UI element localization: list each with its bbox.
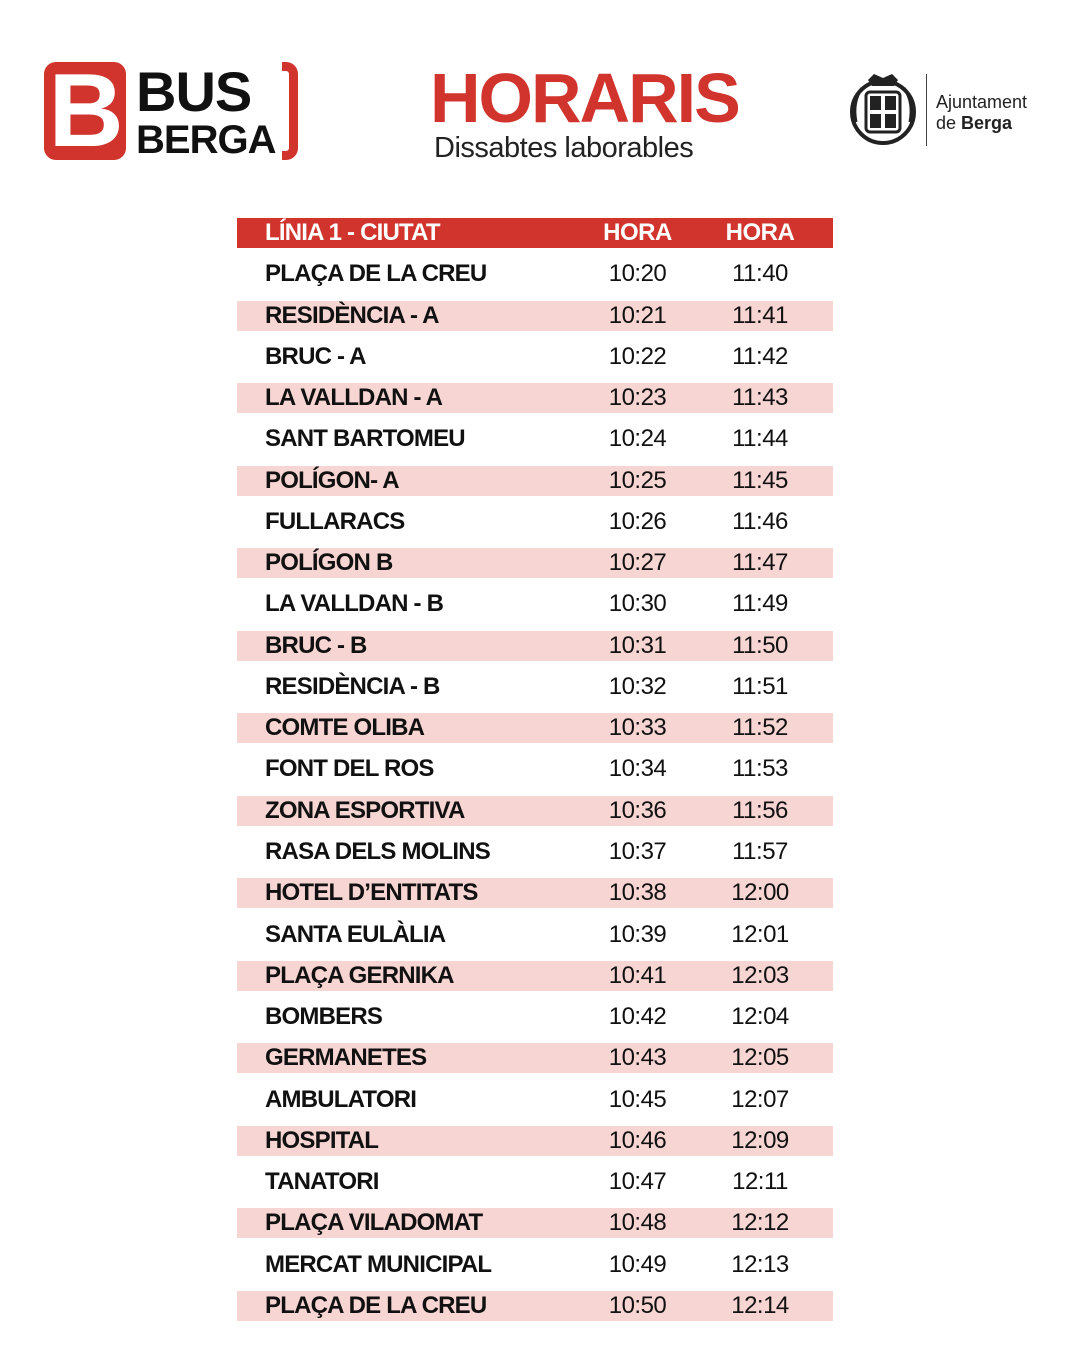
table-row [237, 259, 833, 289]
departure-time-1: 10:30 [608, 590, 667, 618]
departure-time-2: 11:40 [732, 260, 788, 288]
table-row [237, 1167, 833, 1197]
departure-time-1: 10:31 [608, 631, 667, 659]
departure-time-1: 10:20 [608, 260, 667, 288]
stop-name: SANTA EULÀLIA [265, 920, 446, 948]
coat-of-arms-icon [848, 72, 918, 146]
departure-time-2: 11:43 [732, 384, 788, 412]
ajuntament-logo [848, 72, 1068, 152]
departure-time-2: 12:14 [731, 1291, 789, 1319]
stop-name: POLÍGON B [265, 549, 393, 577]
logo-word-berga: BERGA [136, 118, 276, 162]
table-row [237, 713, 833, 743]
page-title: HORARIS [430, 59, 739, 137]
departure-time-1: 10:22 [608, 342, 667, 370]
departure-time-2: 11:41 [732, 301, 788, 329]
table-row [237, 1085, 833, 1115]
stop-name: ZONA ESPORTIVA [265, 796, 465, 824]
timetable-body [237, 259, 833, 1321]
table-row [237, 796, 833, 826]
stop-name: LA VALLDAN - B [265, 590, 444, 618]
departure-time-1: 10:49 [608, 1250, 667, 1278]
stop-name: PLAÇA DE LA CREU [265, 260, 487, 288]
departure-time-2: 11:49 [732, 590, 788, 618]
departure-time-2: 12:13 [731, 1250, 789, 1278]
ajuntament-line2-prefix: de [936, 113, 962, 133]
stop-name: FULLARACS [265, 507, 405, 535]
table-row [237, 1043, 833, 1073]
table-row [237, 424, 833, 454]
stop-name: RESIDÈNCIA - A [265, 301, 439, 329]
departure-time-1: 10:50 [608, 1291, 667, 1319]
departure-time-2: 12:05 [731, 1044, 789, 1072]
table-row [237, 631, 833, 661]
ajuntament-line1: Ajuntament [936, 92, 1028, 112]
departure-time-1: 10:47 [608, 1168, 667, 1196]
stop-name: GERMANETES [265, 1044, 427, 1072]
departure-time-1: 10:32 [608, 672, 667, 700]
table-row [237, 1208, 833, 1238]
departure-time-1: 10:21 [608, 301, 667, 329]
stop-name: FONT DEL ROS [265, 755, 434, 783]
table-row [237, 301, 833, 331]
table-row [237, 672, 833, 702]
departure-time-2: 12:09 [731, 1126, 789, 1154]
stop-name: RASA DELS MOLINS [265, 837, 490, 865]
departure-time-1: 10:43 [608, 1044, 667, 1072]
departure-time-2: 11:45 [732, 466, 788, 494]
stop-name: SANT BARTOMEU [265, 425, 465, 453]
departure-time-2: 12:11 [732, 1168, 788, 1196]
stop-name: RESIDÈNCIA - B [265, 672, 440, 700]
page-subtitle: Dissabtes laborables [434, 132, 694, 164]
departure-time-2: 12:07 [731, 1085, 789, 1113]
table-row [237, 961, 833, 991]
departure-time-1: 10:48 [608, 1209, 667, 1237]
table-row [237, 466, 833, 496]
stop-name: BRUC - B [265, 631, 367, 659]
table-row [237, 1002, 833, 1032]
table-row [237, 878, 833, 908]
table-row [237, 342, 833, 372]
departure-time-1: 10:37 [608, 837, 667, 865]
departure-time-2: 12:04 [731, 1003, 789, 1031]
header-hora-1: HORA [603, 219, 672, 246]
departure-time-2: 11:52 [732, 714, 788, 742]
table-row [237, 589, 833, 619]
table-row [237, 1126, 833, 1156]
stop-name: COMTE OLIBA [265, 714, 425, 742]
stop-name: PLAÇA VILADOMAT [265, 1209, 483, 1237]
table-row [237, 920, 833, 950]
table-row [237, 1291, 833, 1321]
departure-time-1: 10:25 [608, 466, 667, 494]
departure-time-2: 11:56 [732, 796, 788, 824]
departure-time-1: 10:33 [608, 714, 667, 742]
table-row [237, 507, 833, 537]
stop-name: PLAÇA DE LA CREU [265, 1291, 487, 1319]
table-row [237, 1250, 833, 1280]
ajuntament-line2-bold: Berga [961, 113, 1013, 133]
stop-name: HOTEL D’ENTITATS [265, 879, 478, 907]
header-route: LÍNIA 1 - CIUTAT [265, 219, 440, 246]
stop-name: PLAÇA GERNIKA [265, 961, 454, 989]
ajuntament-text [936, 92, 1027, 134]
timetable-header [237, 218, 833, 248]
table-row [237, 548, 833, 578]
departure-time-1: 10:24 [608, 425, 667, 453]
stop-name: BOMBERS [265, 1003, 383, 1031]
departure-time-1: 10:42 [608, 1003, 667, 1031]
stop-name: POLÍGON- A [265, 466, 399, 494]
departure-time-2: 12:12 [731, 1209, 789, 1237]
departure-time-2: 11:44 [732, 425, 788, 453]
departure-time-2: 12:00 [731, 879, 789, 907]
stop-name: TANATORI [265, 1168, 379, 1196]
logo-words [136, 60, 286, 162]
bus-berga-logo [44, 53, 296, 169]
departure-time-2: 11:46 [732, 507, 788, 535]
departure-time-1: 10:41 [608, 961, 667, 989]
departure-time-2: 11:42 [732, 342, 788, 370]
departure-time-2: 11:51 [732, 672, 788, 700]
departure-time-1: 10:39 [608, 920, 667, 948]
table-row [237, 754, 833, 784]
departure-time-1: 10:45 [608, 1085, 667, 1113]
stop-name: HOSPITAL [265, 1126, 379, 1154]
departure-time-1: 10:46 [608, 1126, 667, 1154]
table-row [237, 383, 833, 413]
header-hora-2: HORA [725, 219, 795, 246]
title-block [430, 59, 739, 164]
departure-time-2: 11:53 [732, 755, 788, 783]
departure-time-1: 10:23 [608, 384, 667, 412]
departure-time-2: 11:47 [732, 549, 788, 577]
stop-name: BRUC - A [265, 342, 366, 370]
logo-divider [926, 74, 927, 146]
departure-time-2: 11:50 [732, 631, 788, 659]
stop-name: MERCAT MUNICIPAL [265, 1250, 492, 1278]
logo-word-bus: BUS [136, 60, 252, 123]
departure-time-1: 10:38 [608, 879, 667, 907]
departure-time-1: 10:34 [608, 755, 667, 783]
table-row [237, 837, 833, 867]
stop-name: AMBULATORI [265, 1085, 417, 1113]
departure-time-2: 12:01 [731, 920, 789, 948]
departure-time-1: 10:36 [608, 796, 667, 824]
departure-time-1: 10:27 [608, 549, 667, 577]
logo-letter-box: B [44, 62, 126, 160]
timetable [237, 218, 833, 1321]
departure-time-2: 11:57 [732, 837, 788, 865]
departure-time-1: 10:26 [608, 507, 667, 535]
stop-name: LA VALLDAN - A [265, 384, 443, 412]
logo-bracket [282, 62, 298, 160]
departure-time-2: 12:03 [731, 961, 789, 989]
